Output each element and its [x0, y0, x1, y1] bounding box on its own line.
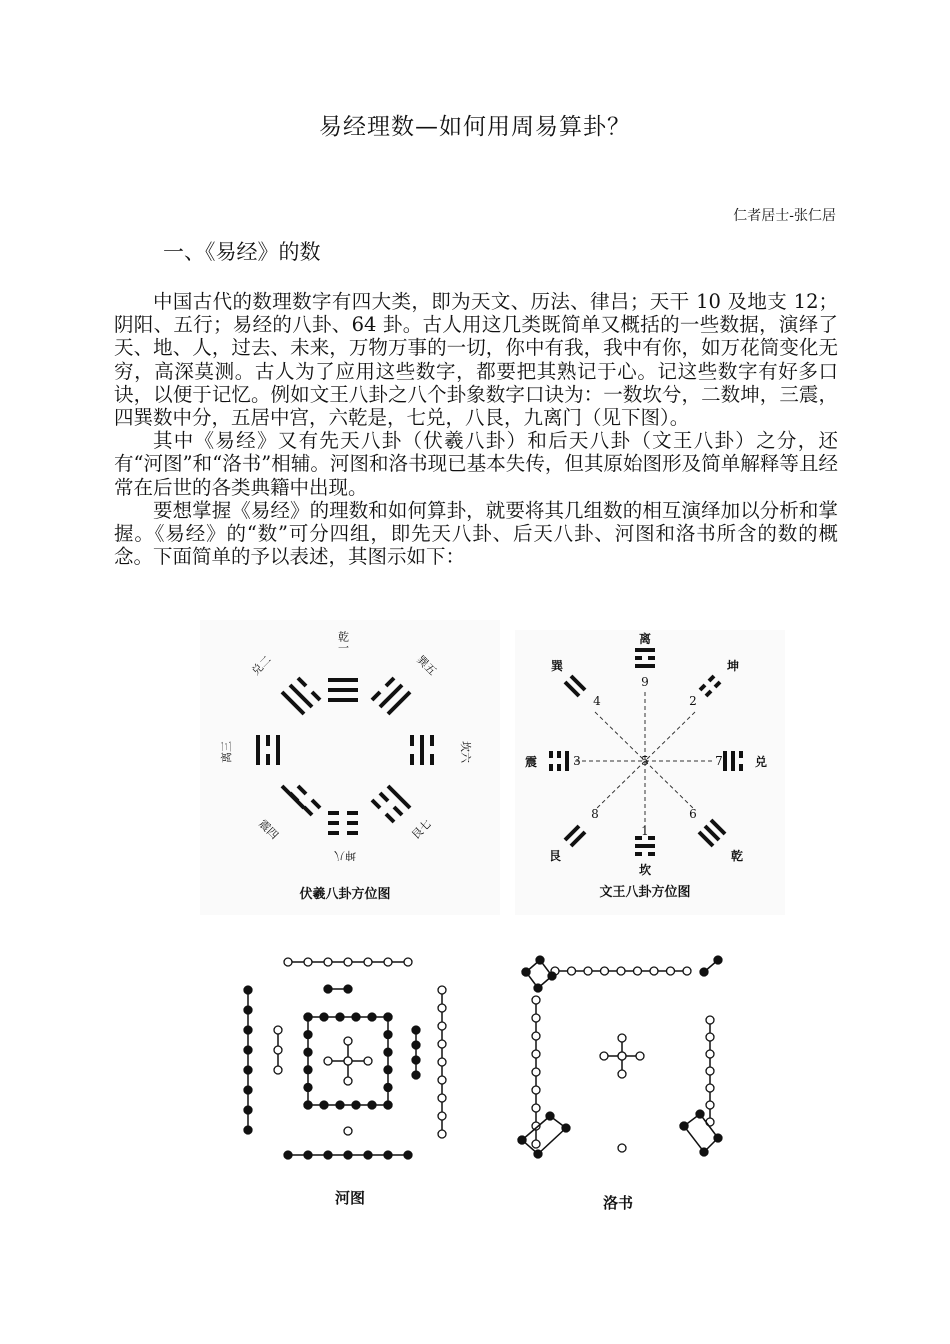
label-zhen-ww: 震 — [524, 755, 538, 769]
number-3: 3 — [573, 754, 581, 768]
label-kan-ww: 坎 — [638, 863, 652, 877]
hetu-top-white — [284, 958, 412, 966]
number-6: 6 — [689, 807, 697, 821]
label-qian-ww: 乾 — [730, 849, 744, 863]
hetu-top-black — [324, 985, 352, 993]
luoshu-caption: 洛书 — [602, 1194, 634, 1212]
hetu-figure — [230, 945, 470, 1215]
label-li-ww: 离 — [638, 632, 652, 646]
luoshu-diagram — [510, 950, 740, 1220]
hetu-left-white — [274, 1026, 282, 1074]
luoshu-bottomright-black — [680, 1110, 722, 1156]
number-2: 2 — [689, 694, 697, 708]
luoshu-top-white — [551, 967, 691, 975]
label-xun: 巽五 — [414, 653, 439, 678]
label-gen-ww: 艮 — [548, 849, 562, 863]
label-li: 离三 — [220, 741, 233, 763]
luoshu-topright-black — [700, 956, 722, 976]
number-4: 4 — [593, 694, 601, 708]
label-zhen: 震四 — [256, 817, 281, 842]
author-line: 仁者居士-张仁居 — [733, 208, 836, 224]
label-gen: 艮七 — [409, 817, 434, 842]
number-8: 8 — [591, 807, 599, 821]
label-kun-ww: 坤 — [726, 659, 740, 673]
luoshu-bottom-white — [618, 1144, 626, 1152]
label-dui: 兑二 — [249, 653, 274, 678]
hetu-center-v — [344, 1037, 352, 1085]
luoshu-topleft-black — [522, 956, 556, 992]
luoshu-bottomleft-black — [518, 1112, 570, 1158]
fuxi-caption: 伏羲八卦方位图 — [299, 887, 391, 902]
paragraph: 其中《易经》又有先天八卦（伏羲八卦）和后天八卦（文王八卦）之分，还有“河图”和“洛书”相辅。河图和洛书现已基本失传，但其原始图形及简单解释等且经常在后世的各类典籍中出现。 — [114, 429, 838, 499]
number-5-center: 5 — [641, 754, 649, 768]
hetu-inner-left — [304, 1013, 312, 1109]
body-text — [114, 290, 838, 568]
hetu-inner-right — [384, 1013, 392, 1109]
wenwang-caption: 文王八卦方位图 — [599, 885, 691, 900]
hetu-bottom-black — [284, 1151, 412, 1159]
hetu-diagram — [230, 945, 470, 1215]
label-qian: 乾一 — [336, 631, 350, 653]
hetu-inner-bottom — [304, 1101, 392, 1109]
wenwang-bagua-diagram — [515, 630, 785, 915]
luoshu-center-v — [618, 1034, 626, 1078]
section-heading: 一、《易经》的数 — [163, 240, 321, 264]
wenwang-bagua-figure — [515, 630, 785, 915]
hetu-left-black — [244, 986, 252, 1134]
hetu-bottom-white — [344, 1127, 352, 1135]
number-7: 7 — [715, 754, 723, 768]
label-kun: 坤八 — [334, 849, 356, 862]
label-dui-ww: 兑 — [754, 755, 768, 769]
fuxi-bagua-figure — [200, 620, 500, 915]
luoshu-right-white — [706, 1016, 714, 1126]
label-kan: 坎六 — [459, 741, 472, 763]
hetu-inner-top — [304, 1013, 392, 1021]
fuxi-bagua-diagram — [200, 620, 500, 915]
hetu-right-black — [412, 1026, 420, 1079]
paragraph: 中国古代的数理数字有四大类，即为天文、历法、律吕；天干 10 及地支 12；阴阳、五行；易经的八卦、64 卦。古人用这几类既简单又概括的一些数据，演绎了天、地、人，过去、未来，万物万事的一切，你中有我，我中有你，如万花筒变化无穷，高深莫测。古人为了应用这些数字，都要把其熟记于心。记这些数字有好多口诀，以便于记忆。例如文王八卦之八个卦象数字口诀为：一数坎兮，二数坤，三震，四巽数中分，五居中宫，六乾是，七兑，八艮，九离门（见下图）。 — [114, 290, 838, 430]
number-1: 1 — [641, 824, 649, 838]
hetu-right-white — [438, 986, 446, 1138]
page-title: 易经理数—如何用周易算卦？ — [319, 114, 631, 140]
luoshu-figure — [510, 950, 740, 1220]
hetu-caption: 河图 — [334, 1189, 366, 1207]
label-xun-ww: 巽 — [550, 659, 564, 673]
number-9: 9 — [641, 675, 649, 689]
paragraph: 要想掌握《易经》的理数和如何算卦，就要将其几组数的相互演绎加以分析和掌握。《易经》的“数”可分四组，即先天八卦、后天八卦、河图和洛书所含的数的概念。下面简单的予以表述，其图示如下： — [114, 498, 838, 569]
